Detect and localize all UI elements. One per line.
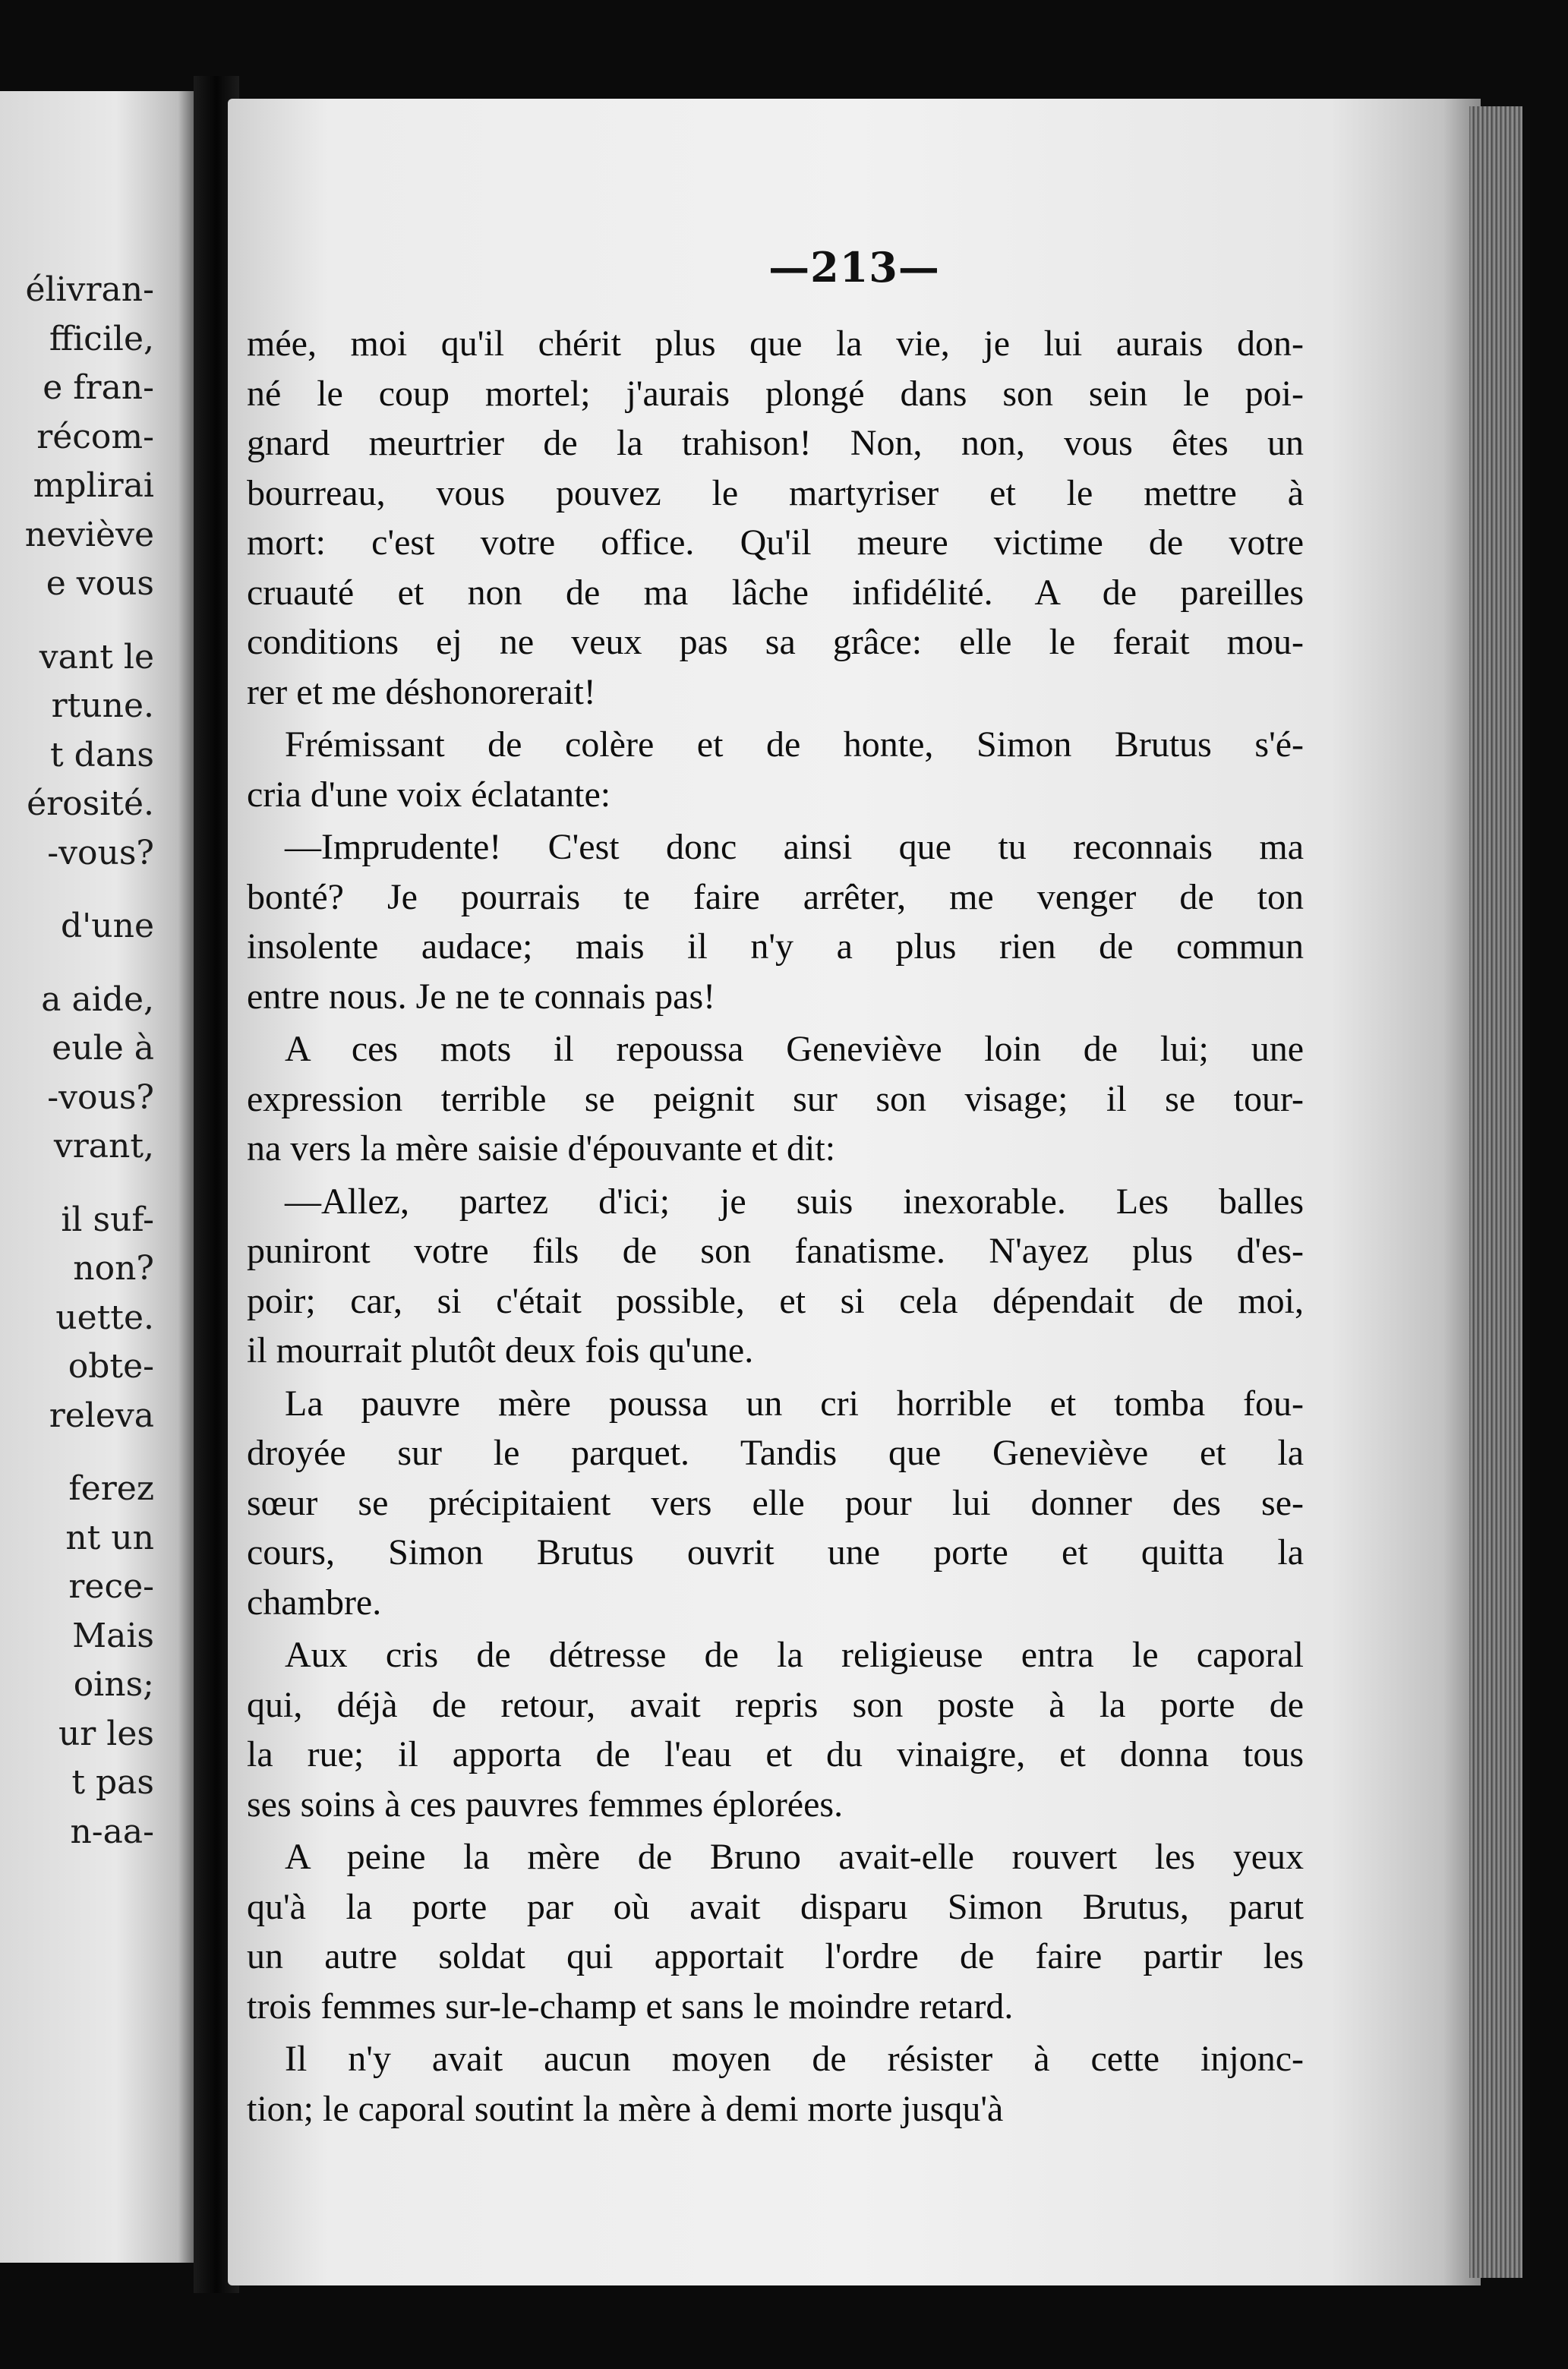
text-line: ses soins à ces pauvres femmes éplorées. [247, 1784, 844, 1825]
text-line: droyée sur le parquet. Tandis que Geneviève et la [247, 1433, 1304, 1473]
text-line: un autre soldat qui apportait l'ordre de faire partir les [247, 1936, 1304, 1976]
left-page-line [0, 1440, 154, 1465]
text-line: A peine la mère de Bruno avait-elle rouvert les yeux [285, 1837, 1304, 1877]
left-page-line [0, 1172, 154, 1196]
text-line: bonté? Je pourrais te faire arrêter, me venger de ton [247, 876, 1304, 917]
left-page-line: il suf- [61, 1200, 154, 1239]
left-page-line: e fran- [43, 368, 154, 407]
left-page-line: récom- [36, 417, 154, 456]
left-page-line: rtune. [51, 686, 154, 725]
text-line: na vers la mère saisie d'épouvante et dit: [247, 1128, 836, 1169]
text-line: gnard meurtrier de la trahison! Non, non, vous êtes un [247, 423, 1304, 463]
left-page-line: ferez [68, 1469, 154, 1508]
left-page-line: élivran- [25, 270, 154, 309]
left-page-line: e vous [46, 564, 154, 603]
left-page-line: oins; [73, 1665, 154, 1704]
left-page-line: releva [49, 1396, 154, 1435]
left-page-line: vant le [39, 637, 154, 677]
text-line: cruauté et non de ma lâche infidélité. A de pareilles [247, 572, 1304, 613]
left-page-line: fficile, [49, 319, 154, 358]
text-line: bourreau, vous pouvez le martyriser et le mettre à [247, 472, 1304, 513]
left-page-line: -vous? [47, 833, 154, 872]
left-page-line: obte- [68, 1347, 154, 1386]
text-line: Frémissant de colère et de honte, Simon Brutus s'é- [285, 724, 1304, 765]
text-line: la rue; il apporta de l'eau et du vinaigre, et donna tous [247, 1734, 1304, 1774]
left-page-line: nt un [65, 1518, 154, 1557]
left-page-line: n-aa- [70, 1812, 154, 1851]
left-page-line: mplirai [33, 466, 154, 505]
paragraph [247, 822, 1304, 1021]
text-line: né le coup mortel; j'aurais plongé dans son sein le poi- [247, 373, 1304, 414]
text-line: —Imprudente! C'est donc ainsi que tu reconnais ma [285, 827, 1304, 867]
text-line: poir; car, si c'était possible, et si cela dépendait de moi, [247, 1280, 1304, 1321]
paragraph [247, 1024, 1304, 1174]
text-line: A ces mots il repoussa Geneviève loin de lui; une [285, 1029, 1304, 1069]
text-line: Il n'y avait aucun moyen de résister à cette injonc- [285, 2039, 1304, 2079]
text-line: sœur se précipitaient vers elle pour lui donner des se- [247, 1482, 1304, 1523]
left-page-line: t pas [71, 1763, 154, 1802]
left-page-line: vrant, [53, 1127, 154, 1166]
left-page-line: -vous? [47, 1077, 154, 1117]
paragraph [247, 1379, 1304, 1628]
left-page-line [0, 609, 154, 633]
text-line: cours, Simon Brutus ouvrit une porte et quitta la [247, 1532, 1304, 1572]
left-page-line: ur les [58, 1714, 154, 1753]
text-line: cria d'une voix éclatante: [247, 774, 611, 815]
paragraph [247, 319, 1304, 717]
paragraph [247, 1177, 1304, 1376]
left-page-line: Mais [72, 1616, 154, 1655]
text-line: puniront votre fils de son fanatisme. N'ayez plus d'es- [247, 1231, 1304, 1271]
left-page-line: érosité. [27, 784, 154, 823]
paragraph [247, 1832, 1304, 2031]
text-line: Aux cris de détresse de la religieuse entra le caporal [285, 1635, 1304, 1675]
text-line: insolente audace; mais il n'y a plus rien de commun [247, 926, 1304, 967]
left-page-line [0, 951, 154, 976]
text-line: il mourrait plutôt deux fois qu'une. [247, 1330, 754, 1371]
text-line: La pauvre mère poussa un cri horrible et tomba fou- [285, 1383, 1304, 1424]
page-body [247, 319, 1304, 2134]
text-line: tion; le caporal soutint la mère à demi morte jusqu'à [247, 2088, 1004, 2129]
text-line: rer et me déshonorerait! [247, 671, 596, 712]
text-line: conditions ej ne veux pas sa grâce: elle le ferait mou- [247, 622, 1304, 662]
text-line: expression terrible se peignit sur son visage; il se tour- [247, 1078, 1304, 1119]
text-line: entre nous. Je ne te connais pas! [247, 976, 716, 1017]
page-number: —213— [768, 243, 940, 292]
book-page [228, 99, 1481, 2285]
left-page-line: d'une [61, 907, 154, 945]
paragraph [247, 1630, 1304, 1829]
left-page-line: non? [73, 1249, 154, 1288]
left-page-line: eule à [52, 1029, 154, 1068]
text-line: qui, déjà de retour, avait repris son poste à la porte de [247, 1684, 1304, 1725]
left-page-fragment [0, 91, 194, 2263]
left-page-text [0, 266, 154, 1856]
text-line: mort: c'est votre office. Qu'il meure victime de votre [247, 522, 1304, 563]
paragraph [247, 720, 1304, 819]
page-edges [1469, 106, 1522, 2278]
left-page-line: a aide, [41, 979, 154, 1019]
left-page-line: rece- [68, 1567, 154, 1606]
paragraph [247, 2034, 1304, 2134]
text-line: trois femmes sur-le-champ et sans le moindre retard. [247, 1986, 1014, 2027]
left-page-line: neviève [24, 515, 154, 554]
text-line: mée, moi qu'il chérit plus que la vie, je lui aurais don- [247, 323, 1304, 364]
text-line: qu'à la porte par où avait disparu Simon Brutus, parut [247, 1886, 1304, 1927]
left-page-line [0, 878, 154, 902]
left-page-line: uette. [55, 1298, 154, 1337]
left-page-line: t dans [50, 735, 154, 774]
text-line: —Allez, partez d'ici; je suis inexorable. Les balles [285, 1181, 1304, 1222]
text-line: chambre. [247, 1582, 382, 1623]
